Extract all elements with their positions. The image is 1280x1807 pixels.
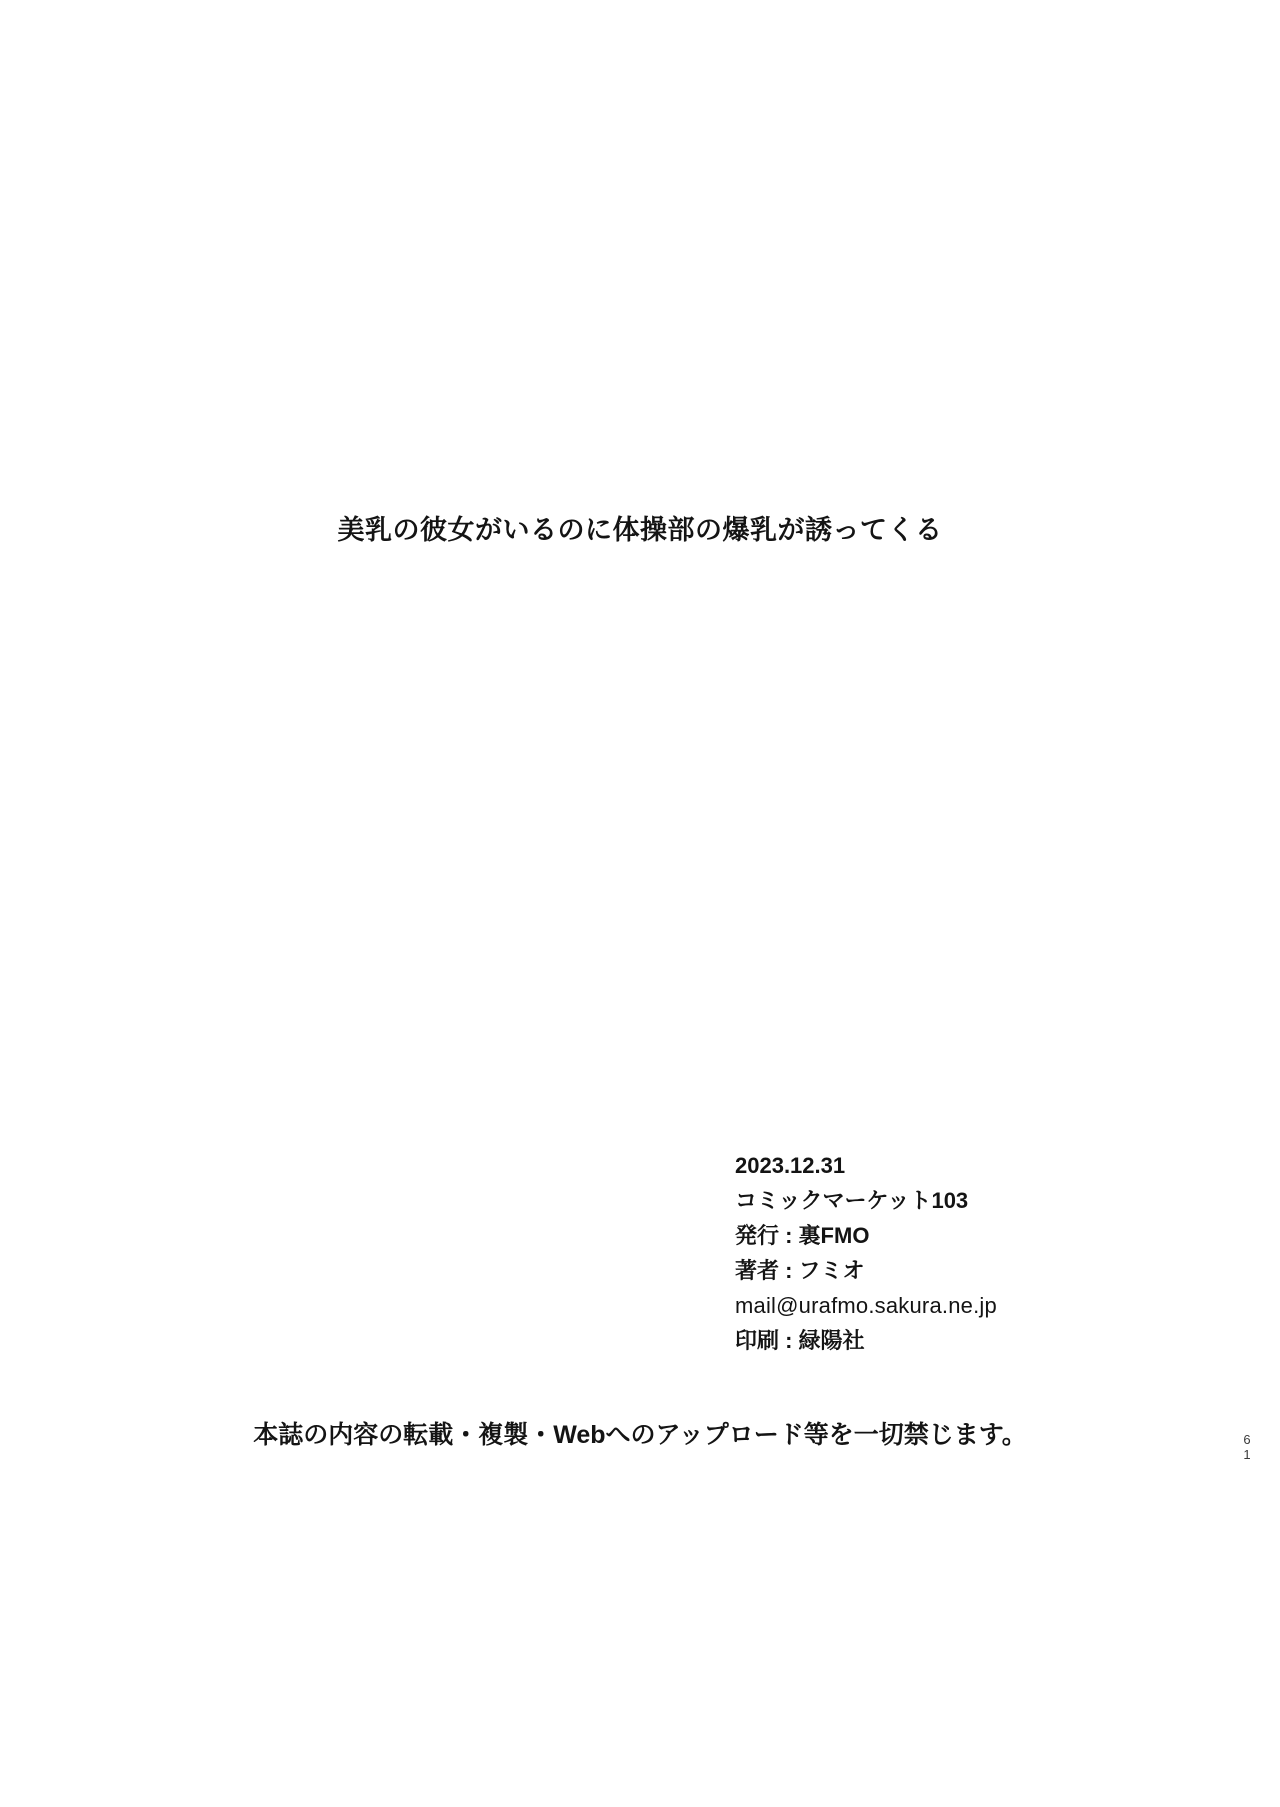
colophon-block — [735, 1148, 997, 1358]
colophon-date: 2023.12.31 — [735, 1153, 846, 1178]
page-number — [1238, 1432, 1256, 1462]
colophon-publisher: 発行 : 裏FMO — [735, 1223, 870, 1248]
page-number-digit-top: 6 — [1243, 1432, 1251, 1447]
page-title: 美乳の彼女がいるのに体操部の爆乳が誘ってくる — [337, 515, 943, 545]
colophon-printer: 印刷 : 緑陽社 — [735, 1328, 865, 1353]
colophon-email: mail@urafmo.sakura.ne.jp — [735, 1293, 997, 1318]
page-number-digit-bottom: 1 — [1243, 1447, 1251, 1462]
copyright-notice: 本誌の内容の転載・複製・Webへのアップロード等を一切禁じます。 — [253, 1421, 1027, 1449]
colophon-author: 著者 : フミオ — [735, 1258, 865, 1283]
colophon-event: コミックマーケット103 — [735, 1188, 969, 1213]
